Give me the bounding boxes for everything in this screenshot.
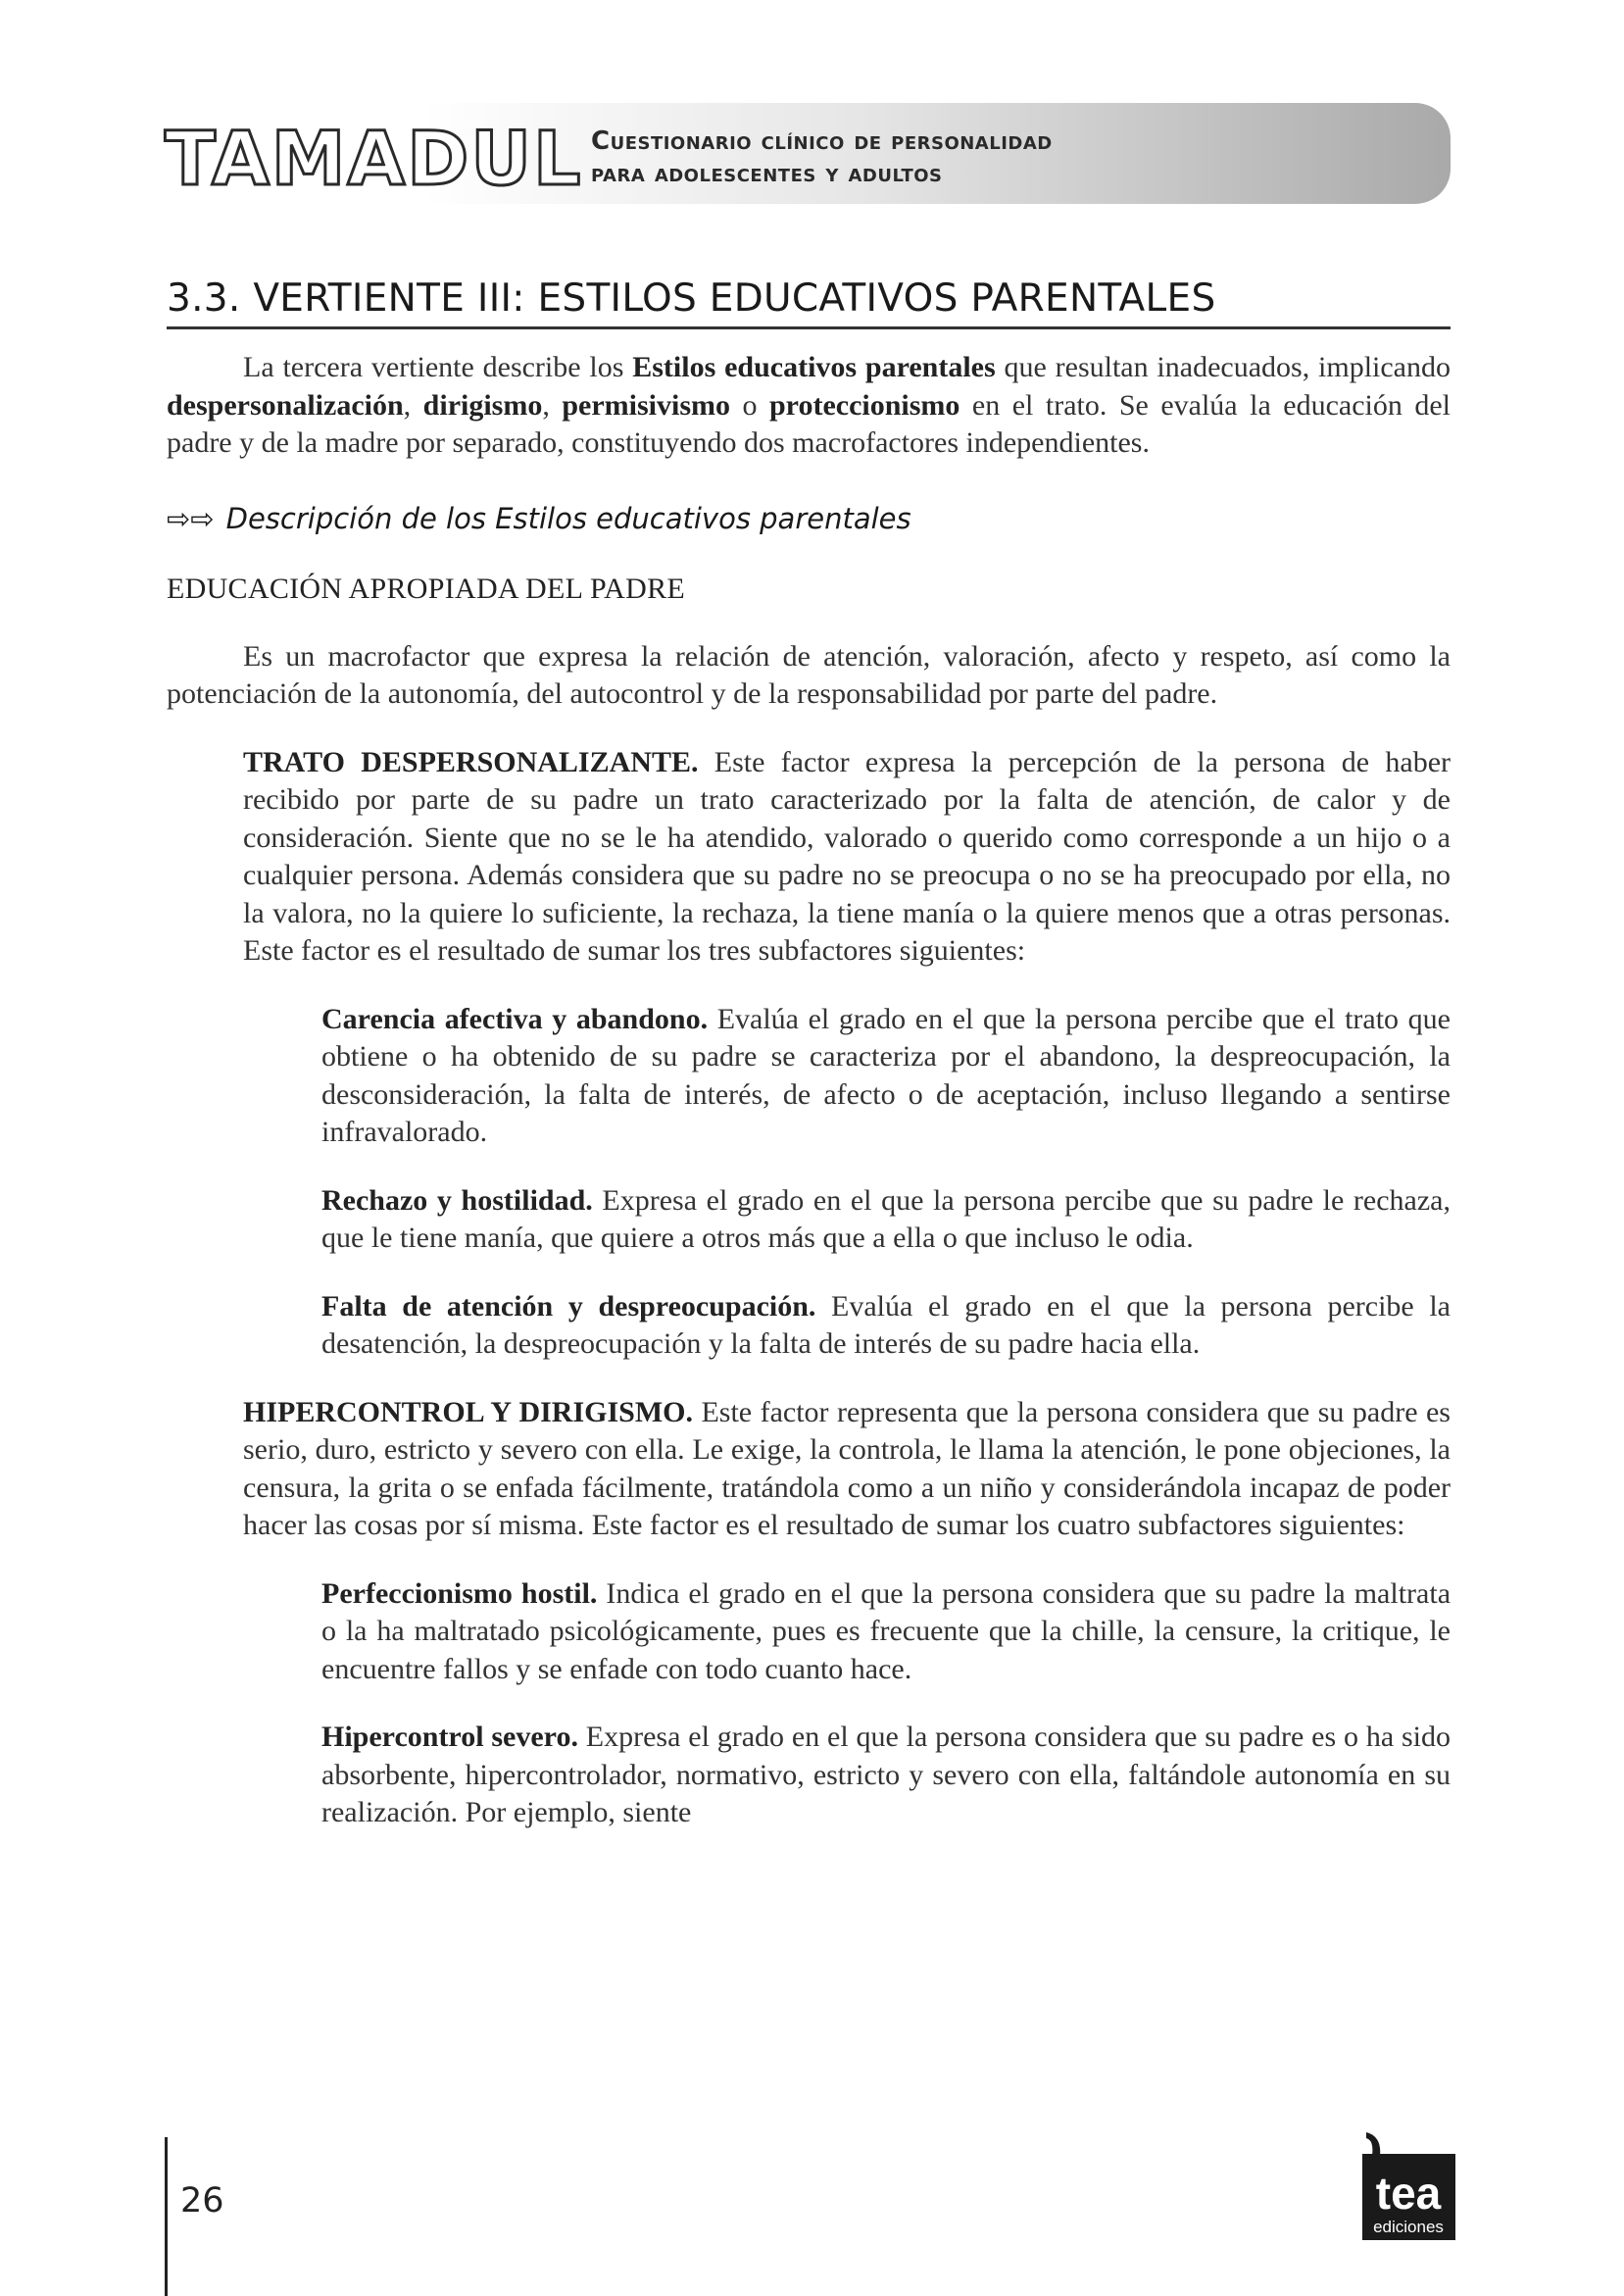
subfactor-text: Expresa el grado en el que la persona considera que su padre es o ha sido absorbente, hipercontrolador, normativo, estricto y severo con ella, faltándole autonomía en su realización. Por ejemplo, siente xyxy=(321,1721,1451,1828)
subfactor-paragraph xyxy=(321,1288,1451,1364)
intro-paragraph xyxy=(167,349,1451,463)
main-content xyxy=(167,349,1451,1832)
section-title: 3.3. VERTIENTE III: ESTILOS EDUCATIVOS PARENTALES xyxy=(167,276,1451,329)
subfactor-title: Rechazo y hostilidad. xyxy=(321,1183,593,1217)
subfactor-title: Falta de atención y despreocupación. xyxy=(321,1289,816,1323)
factor-title: HIPERCONTROL Y DIRIGISMO. xyxy=(243,1395,693,1428)
tea-ediciones-logo xyxy=(1362,2132,1455,2240)
intro-text: en el trato. Se evalúa la educación del padre y de la madre por separado, constituyendo dos macrofactores independientes. xyxy=(167,388,1452,459)
logo-text: tea xyxy=(1375,2168,1442,2219)
intro-text: La tercera vertiente describe los xyxy=(243,351,633,383)
header-subtitle xyxy=(591,125,1053,190)
subheading xyxy=(167,500,1451,538)
factor-text: Este factor expresa la percepción de la persona de haber recibido por parte de su padre un trato caracterizado por la falta de atención, de calor y de consideración. Siente que no se le ha atendido, valorado o querido como corresponde a un hijo o a cualquier persona. Además considera que su padre no se preocupa o no se ha preocupado por ella, no la valora, no la quiere lo suficiente, la rechaza, la tiene manía o la quiere menos que a otras personas. Este factor es el resultado de sumar los tres subfactores siguientes: xyxy=(243,745,1451,967)
intro-text: o xyxy=(730,388,769,422)
subfactor-paragraph xyxy=(321,1001,1451,1152)
factor-title: TRATO DESPERSONALIZANTE. xyxy=(243,745,699,778)
macrofactor-heading: EDUCACIÓN APROPIADA DEL PADRE xyxy=(167,573,686,605)
brand-logo: TAMADUL xyxy=(165,115,583,202)
subfactor-title: Perfeccionismo hostil. xyxy=(321,1576,598,1610)
subheading-text: Descripción de los Estilos educativos parentales xyxy=(225,501,911,535)
subfactor-text: Indica el grado en el que la persona considera que su padre la maltrata o la ha maltratado psicológicamente, pues es frecuente que la chille, la censure, la critique, le encuentre fallos y se enfade con todo cuanto hace. xyxy=(321,1576,1452,1685)
factor-paragraph xyxy=(243,1394,1451,1545)
intro-text: , xyxy=(403,388,423,422)
logo-swoosh xyxy=(1366,2132,1380,2156)
page-number: 26 xyxy=(180,2181,224,2221)
intro-text: , xyxy=(542,388,563,422)
subtitle-line-1: Cuestionario clínico de personalidad xyxy=(591,126,1053,156)
intro-term: proteccionismo xyxy=(769,388,960,422)
subfactor-paragraph xyxy=(321,1575,1451,1689)
intro-term: despersonalización xyxy=(167,388,404,422)
subfactor-text: Evalúa el grado en el que la persona percibe que el trato que obtiene o ha obtenido de su padre se caracteriza por el abandono, la despreocupación, la desconsideración, la falta de interés, de afecto o de aceptación, incluso llegando a sentirse infravalorado. xyxy=(321,1002,1451,1148)
factor-paragraph xyxy=(243,744,1451,971)
factor-text: Este factor representa que la persona considera que su padre es serio, duro, estricto y severo con ella. Le exige, la controla, le llama la atención, le pone objeciones, la censura, la grita o se enfada fácilmente, tratándola como a un niño y considerándola incapaz de poder hacer las cosas por sí misma. Este factor es el resultado de sumar los cuatro subfactores siguientes: xyxy=(243,1395,1451,1541)
subfactor-title: Carencia afectiva y abandono. xyxy=(321,1002,709,1035)
intro-term: dirigismo xyxy=(422,388,543,422)
subfactor-paragraph xyxy=(321,1182,1451,1258)
macrofactor-paragraph: Es un macrofactor que expresa la relación de atención, valoración, afecto y respeto, así como la potenciación de la autonomía, del autocontrol y de la responsabilidad por parte del padre. xyxy=(167,639,1451,710)
intro-text: que resultan inadecuados, implicando xyxy=(995,351,1452,383)
intro-term: Estilos educativos parentales xyxy=(632,351,996,383)
subfactor-text: Evalúa el grado en el que la persona percibe la desatención, la despreocupación y la falta de interés de su padre hacia ella. xyxy=(321,1289,1451,1360)
double-arrow-icon: ⇨⇨ xyxy=(167,501,215,535)
intro-term: permisivismo xyxy=(562,388,730,422)
subfactor-text: Expresa el grado en el que la persona percibe que su padre le rechaza, que le tiene manía, que quiere a otros más que a ella o que incluso le odia. xyxy=(321,1183,1451,1254)
subtitle-line-2: para adolescentes y adultos xyxy=(591,159,943,188)
logo-subtext: ediciones xyxy=(1373,2218,1444,2236)
subfactor-title: Hipercontrol severo. xyxy=(321,1721,578,1753)
footer-divider xyxy=(165,2137,168,2296)
subfactor-paragraph xyxy=(321,1719,1451,1832)
